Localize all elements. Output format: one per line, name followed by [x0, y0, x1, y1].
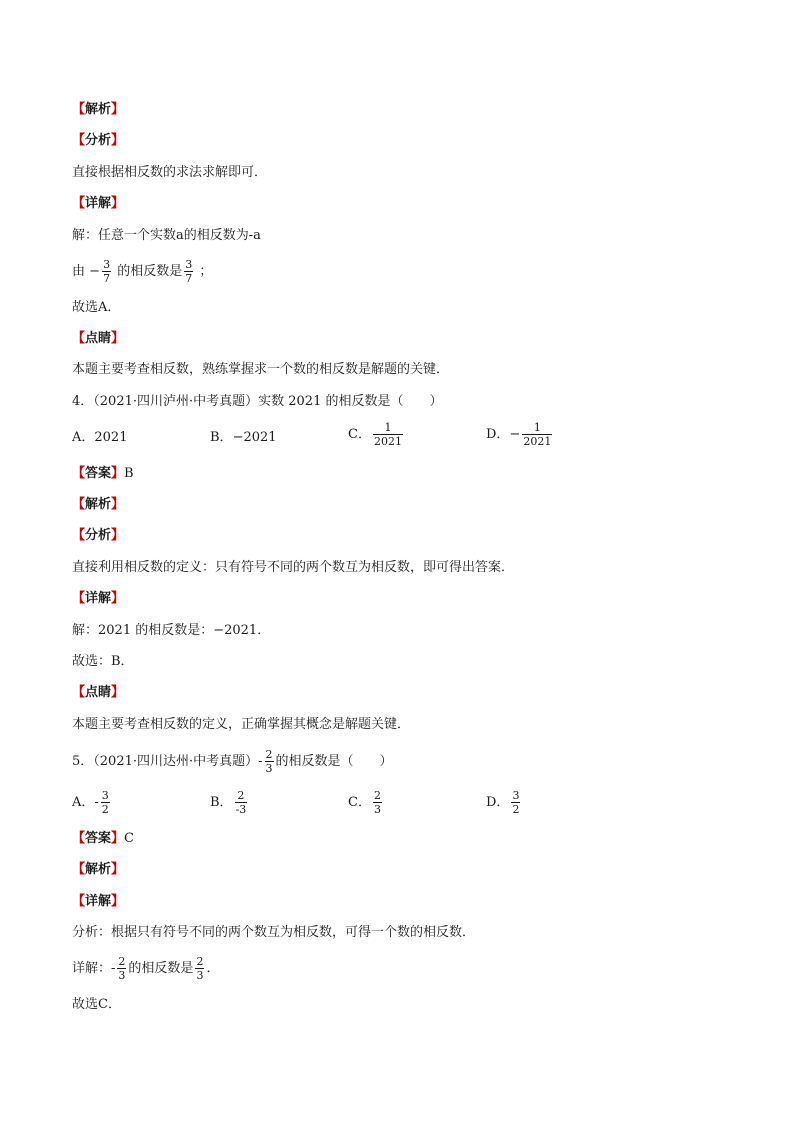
q4-option-a: A．2021 [72, 430, 128, 445]
section-tag-jiexi: 【解析】 [72, 862, 125, 877]
section-tag-fenxi: 【分析】 [72, 528, 125, 543]
fraction: $\frac{3}{2}$ [512, 789, 520, 816]
q4-option-c: C． $\frac{1}{2021}$ [348, 421, 402, 448]
fraction: $\frac{3}{7}$ [185, 258, 193, 285]
q5-option-a: A．- $\frac{3}{2}$ [72, 789, 109, 816]
section-tag-xiangjie: 【详解】 [72, 894, 125, 909]
fraction: $\frac{2}{3}$ [265, 748, 273, 775]
section-tag-jiexi: 【解析】 [72, 102, 125, 117]
q3-conclusion: 故选A． [72, 300, 121, 315]
fraction: $\frac{1}{2021}$ [523, 421, 552, 448]
q5-option-d: D． $\frac{3}{2}$ [486, 789, 520, 816]
section-tag-xiangjie: 【详解】 [72, 196, 125, 211]
q3-detail-line2: 由 − $\frac{3}{7}$ 的相反数是 $\frac{3}{7}$ ； [72, 258, 213, 285]
fraction: $\frac{2}{3}$ [373, 789, 381, 816]
q3-key-point: 本题主要考查相反数，熟练掌握求一个数的相反数是解题的关键． [72, 362, 450, 377]
q4-analysis: 直接利用相反数的定义：只有符号不同的两个数互为相反数，即可得出答案． [72, 560, 515, 575]
q5-option-c: C． $\frac{2}{3}$ [348, 789, 381, 816]
fraction: $\frac{3}{7}$ [103, 258, 111, 285]
q4-answer: 【答案】B [72, 466, 134, 481]
q4-key-point: 本题主要考查相反数的定义，正确掌握其概念是解题关键． [72, 717, 411, 732]
fraction: $\frac{2}{3}$ [118, 955, 126, 982]
section-tag-fenxi: 【分析】 [72, 133, 125, 148]
q5-answer: 【答案】C [72, 831, 134, 846]
q4-stem: 4．（2021·四川泸州·中考真题）实数 2021 的相反数是（ ） [72, 394, 443, 409]
q4-conclusion: 故选：B． [72, 654, 134, 669]
section-tag-jiexi: 【解析】 [72, 497, 125, 512]
fraction: $\frac{3}{2}$ [101, 789, 109, 816]
section-tag-xiangjie: 【详解】 [72, 591, 125, 606]
q4-option-b: B．−2021 [210, 430, 277, 445]
fraction: $\frac{1}{2021}$ [373, 421, 402, 448]
fraction: $\frac{2}{-3}$ [235, 789, 247, 816]
q5-detail: 详解：- $\frac{2}{3}$ 的相反数是 $\frac{2}{3}$ ． [72, 955, 220, 982]
fraction: $\frac{2}{3}$ [196, 955, 204, 982]
q5-analysis: 分析：根据只有符号不同的两个数互为相反数，可得一个数的相反数． [72, 925, 476, 940]
section-tag-dianjing: 【点睛】 [72, 685, 125, 700]
q3-detail-line1: 解：任意一个实数a的相反数为-a [72, 228, 261, 243]
q5-conclusion: 故选C． [72, 997, 121, 1012]
q4-option-d: D．− $\frac{1}{2021}$ [486, 421, 552, 448]
section-tag-dianjing: 【点睛】 [72, 331, 125, 346]
q4-detail: 解：2021 的相反数是：−2021． [72, 623, 271, 638]
q5-stem: 5．（2021·四川达州·中考真题）- $\frac{2}{3}$ 的相反数是（ ） [72, 748, 393, 775]
q5-option-b: B． $\frac{2}{-3}$ [210, 789, 247, 816]
q3-analysis: 直接根据相反数的求法求解即可． [72, 165, 268, 180]
